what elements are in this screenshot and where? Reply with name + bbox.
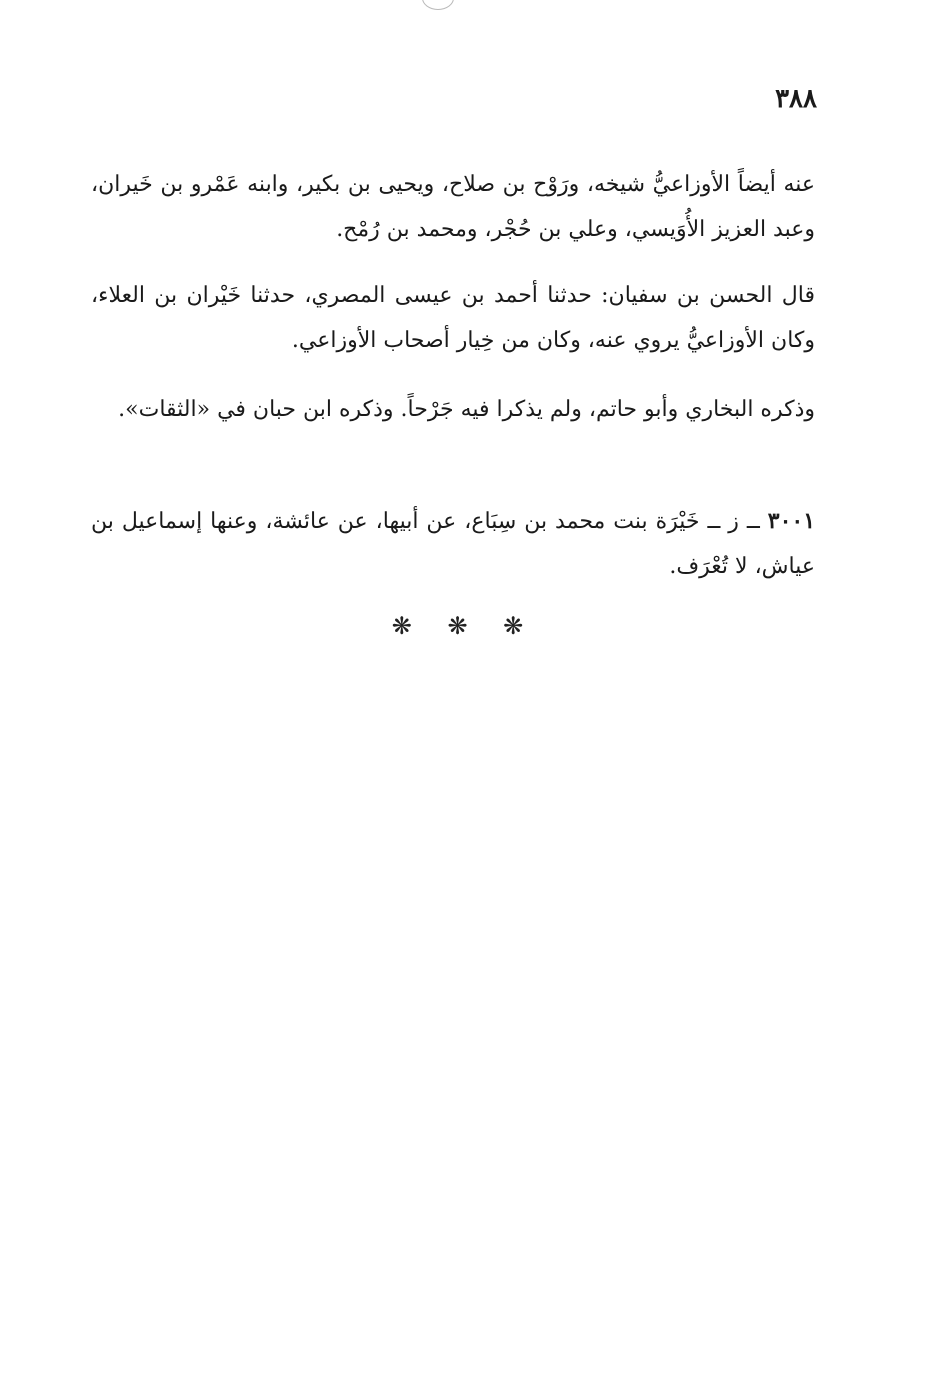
page-number: ٣٨٨	[775, 84, 817, 114]
paragraph-3: وذكره البخاري وأبو حاتم، ولم يذكرا فيه جَرْحاً. وذكره ابن حبان في «الثقات».	[118, 397, 815, 422]
paragraph-2: قال الحسن بن سفيان: حدثنا أحمد بن عيسى المصري، حدثنا خَيْران بن العلاء، وكان الأوزاعيُّ يروي عنه، وكان من خِيار أصحاب الأوزاعي.	[91, 283, 815, 353]
paragraph-1: عنه أيضاً الأوزاعيُّ شيخه، ورَوْح بن صلاح، ويحيى بن بكير، وابنه عَمْرو بن خَيران، وعبد العزيز الأُوَيسي، وعلي بن حُجْر، ومحمد بن رُمْح.	[91, 172, 815, 242]
entry-text: ــ ز ــ خَيْرَة بنت محمد بن سِبَاع، عن أبيها، عن عائشة، وعنها إسماعيل بن عياش، لا تُعْرَف.	[91, 509, 815, 579]
entry-number: ٣٠٠١	[767, 508, 816, 534]
page-top-mark	[422, 0, 454, 10]
entry-3001	[91, 499, 815, 589]
section-separator: ❋ ❋ ❋	[391, 612, 538, 640]
